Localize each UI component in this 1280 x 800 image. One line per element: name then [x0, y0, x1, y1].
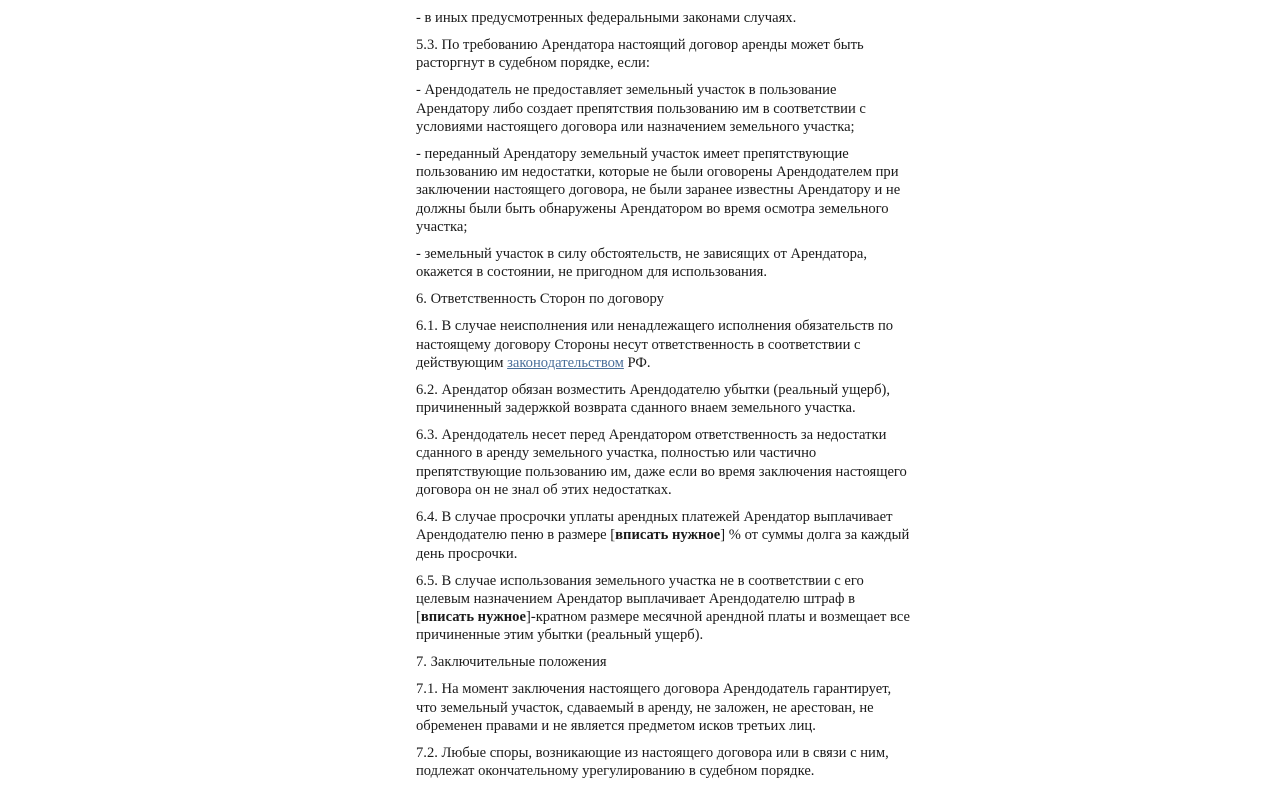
paragraph-5-3-c: - земельный участок в силу обстоятельств, не зависящих от Арендатора, окажется в состоянии, не пригодном для использования. — [416, 246, 868, 281]
paragraph-5-3-a: - Арендодатель не предоставляет земельный участок в пользование Арендатору либо создает препятствия пользованию им в соответствии с условиями настоящего договора или назначением земельного участка; — [416, 82, 866, 135]
section-heading-6: 6. Ответственность Сторон по договору — [416, 291, 664, 308]
paragraph-other-cases: - в иных предусмотренных федеральными законами случаях. — [416, 10, 797, 26]
paragraph-7-2: 7.2. Любые споры, возникающие из настоящего договора или в связи с ним, подлежат окончательному урегулированию в судебном порядке. — [416, 745, 889, 780]
paragraph-6-1-text-start: 6.1. В случае неисполнения или ненадлежащего исполнения обязательств по настоящему договору Стороны несут ответственность в соответствии с действующим — [416, 318, 894, 371]
paragraph-6-1 — [416, 317, 912, 372]
paragraph-5-3: 5.3. По требованию Арендатора настоящий договор аренды может быть расторгнут в судебном порядке, если: — [416, 36, 864, 72]
paragraph-5-3-b: - переданный Арендатору земельный участок имеет препятствующие пользованию им недостатки, которые не были оговорены Арендодателем при заключении настоящего договора, не были заранее известны Арендатору и не должны были быть обнаружены Арендатором во время осмотра земельного участка; — [416, 145, 901, 236]
fill-in-placeholder: вписать нужное — [420, 609, 526, 626]
paragraph-7-1: 7.1. На момент заключения настоящего договора Арендодатель гарантирует, что земельный участок, сдаваемый в аренду, не заложен, не арестован, не обременен правами и не является предметом исков третьих лиц. — [416, 681, 892, 735]
fill-in-placeholder: вписать нужное — [615, 527, 721, 544]
paragraph-6-5-text-end: ]-кратном размере месячной арендной платы и возмещает все причиненные этим убытки (реальный ущерб). — [416, 609, 910, 644]
paragraph-6-5 — [416, 572, 912, 645]
paragraph-6-1-text-end: РФ. — [623, 354, 651, 371]
legislation-link[interactable]: законодательством — [507, 354, 624, 371]
paragraph-6-4-text-start: 6.4. В случае просрочки уплаты арендных платежей Арендатор выплачивает Арендодателю пеню в размере [ — [416, 509, 893, 544]
document-body — [416, 9, 912, 789]
paragraph-6-3: 6.3. Арендодатель несет перед Арендатором ответственность за недостатки сданного в аренду земельного участка, полностью или частично препятствующие пользованию им, даже если во время заключения настоящего договора он не знал об этих недостатках. — [416, 427, 907, 499]
paragraph-6-4-text-end: ] % от суммы долга за каждый день просрочки. — [416, 527, 910, 562]
paragraph-6-2: 6.2. Арендатор обязан возместить Арендодателю убытки (реальный ущерб), причиненный задержкой возврата сданного внаем земельного участка. — [416, 381, 891, 417]
paragraph-6-4 — [416, 508, 912, 563]
section-heading-7: 7. Заключительные положения — [416, 654, 607, 671]
paragraph-6-5-text-start: 6.5. В случае использования земельного участка не в соответствии с его целевым назначением Арендатор выплачивает Арендодателю штраф в [ — [416, 572, 864, 626]
